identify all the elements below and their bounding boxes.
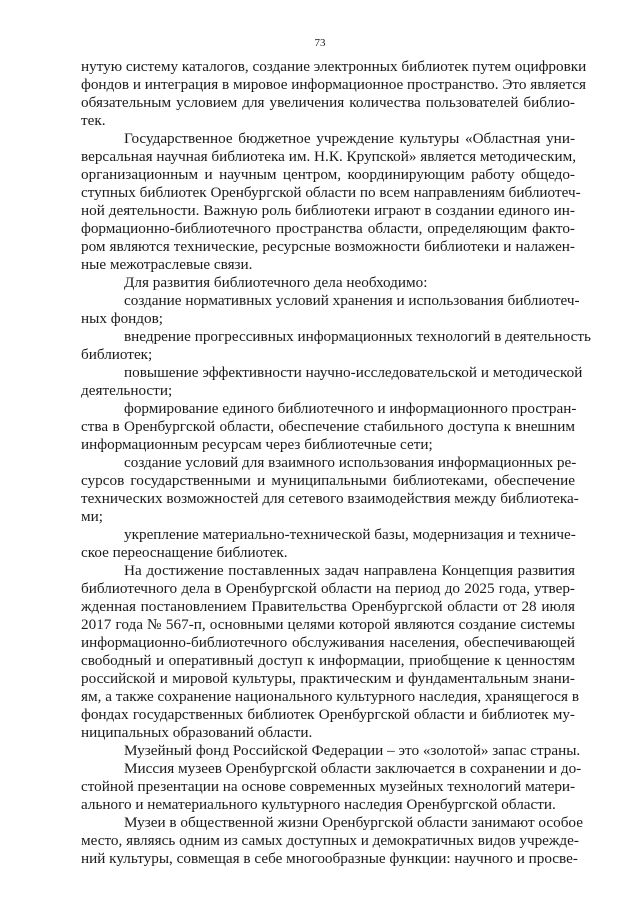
text-line: ям, а также сохранение национального культурного наследия, хранящегося в	[81, 688, 579, 705]
text-line: ром являются технические, ресурсные возможности библиотеки и налажен-	[81, 238, 575, 255]
text-line: 2017 года № 567-п, основными целями которой являются создание системы	[81, 616, 575, 633]
text-line: сурсов государственными и муниципальными библиотеками, обеспечение	[81, 472, 575, 489]
text-line: Для развития библиотечного дела необходимо:	[124, 274, 428, 291]
text-line: ных фондов;	[81, 310, 163, 327]
text-line: версальная научная библиотека им. Н.К. Крупской» является методическим,	[81, 148, 577, 165]
text-line: Музейный фонд Российской Федерации – это «золотой» запас страны.	[124, 742, 581, 759]
text-line: ми;	[81, 508, 103, 525]
page-number: 73	[314, 37, 326, 49]
text-line: формационно-библиотечного пространства области, определяющим факто-	[81, 220, 575, 237]
text-line: фондов и интеграция в мировое информационное пространство. Это является	[81, 76, 587, 93]
text-line: ства в Оренбургской области, обеспечение стабильного доступа к внешним	[81, 418, 575, 435]
text-line: технических возможностей для сетевого взаимодействия между библиотека-	[81, 490, 579, 507]
text-line: фондах государственных библиотек Оренбургской области и библиотек му-	[81, 706, 575, 723]
document-body	[81, 58, 591, 868]
text-line: библиотечного дела в Оренбургской области на период до 2025 года, утвер-	[81, 580, 575, 597]
text-line: ниципальных образований области.	[81, 724, 313, 741]
text-line: создание условий для взаимного использования информационных ре-	[124, 454, 577, 471]
text-line: российской и мировой культуры, практическим и фундаментальным знани-	[81, 670, 575, 687]
text-line: обязательным условием для увеличения количества пользователей библио-	[81, 94, 575, 111]
text-line: ступных библиотек Оренбургской области по всем направлениям библиотеч-	[81, 184, 581, 201]
text-line: библиотек;	[81, 346, 153, 363]
text-line: нутую систему каталогов, создание электронных библиотек путем оцифровки	[81, 58, 587, 75]
text-line: ные межотраслевые связи.	[81, 256, 253, 273]
text-line: тек.	[81, 112, 106, 129]
text-line: внедрение прогрессивных информационных технологий в деятельность	[124, 328, 591, 345]
text-line: Музеи в общественной жизни Оренбургской области занимают особое	[124, 814, 583, 831]
text-line: стойной презентации на основе современных музейных технологий матери-	[81, 778, 576, 795]
text-line: Государственное бюджетное учреждение культуры «Областная уни-	[124, 130, 575, 147]
text-line: повышение эффективности научно-исследовательской и методической	[124, 364, 583, 381]
text-line: ний культуры, совмещая в себе многообразные функции: научного и просве-	[81, 850, 578, 867]
text-line: информационным ресурсам через библиотечные сети;	[81, 436, 433, 453]
text-line: жденная постановлением Правительства Оренбургской области от 28 июля	[81, 598, 575, 615]
text-line: укрепление материально-технической базы, модернизация и техниче-	[124, 526, 576, 543]
text-line: На достижение поставленных задач направлена Концепция развития	[124, 562, 575, 579]
text-line: место, являясь одним из самых доступных и демократичных видов учрежде-	[81, 832, 579, 849]
text-line: информационно-библиотечного обслуживания населения, обеспечивающей	[81, 634, 575, 651]
text-line: деятельности;	[81, 382, 173, 399]
text-line: Миссия музеев Оренбургской области заключается в сохранении и до-	[124, 760, 582, 777]
text-line: ального и нематериального культурного наследия Оренбургской области.	[81, 796, 556, 813]
text-line: ной деятельности. Важную роль библиотеки играют в создании единого ин-	[81, 202, 575, 219]
text-line: формирование единого библиотечного и информационного простран-	[124, 400, 577, 417]
text-line: создание нормативных условий хранения и использования библиотеч-	[124, 292, 580, 309]
text-line: ское переоснащение библиотек.	[81, 544, 288, 561]
text-line: свободный и оперативный доступ к информации, приобщение к ценностям	[81, 652, 575, 669]
text-line: организационным и научным центром, координирующим работу общедо-	[81, 166, 575, 183]
